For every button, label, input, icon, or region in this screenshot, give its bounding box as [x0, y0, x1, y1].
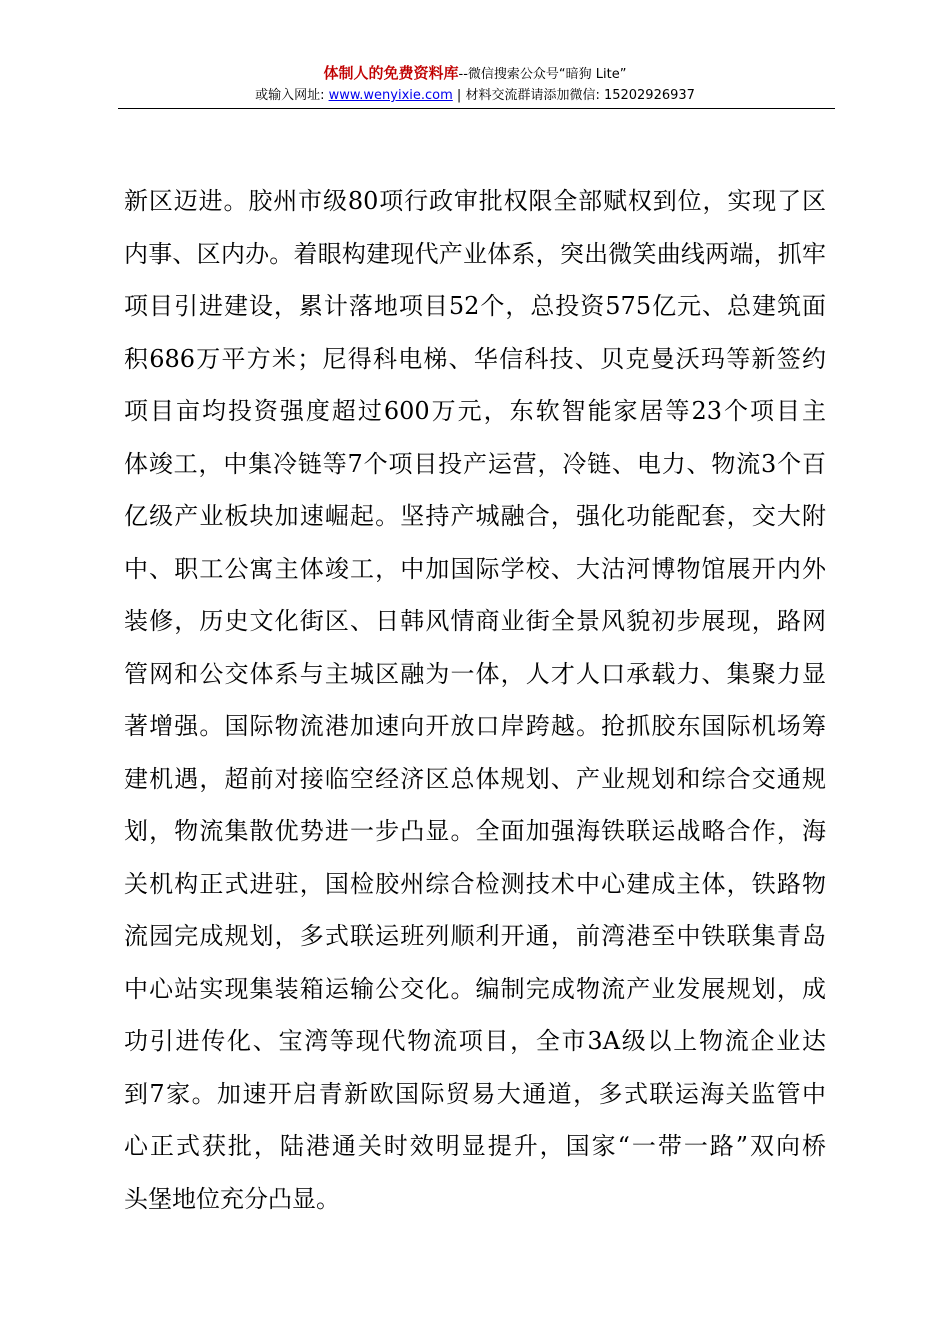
body-line: 装修，历史文化街区、日韩风情商业街全景风貌初步展现，路网 — [124, 607, 826, 635]
header-url-prefix: 或输入网址: — [255, 88, 329, 103]
header-brand-suffix: --微信搜索公众号“暗狗 Lite” — [458, 67, 627, 82]
body-line: 流园完成规划，多式联运班列顺利开通，前湾港至中铁联集青岛 — [124, 922, 826, 950]
body-line: 著增强。国际物流港加速向开放口岸跨越。抢抓胶东国际机场筹 — [124, 712, 826, 740]
body-text — [124, 175, 826, 1225]
header-url-line — [0, 86, 950, 106]
header-url-link[interactable]: www.wenyixie.com — [328, 88, 453, 103]
body-line: 到7家。加速开启青新欧国际贸易大通道，多式联运海关监管中 — [124, 1079, 826, 1108]
body-line: 关机构正式进驻，国检胶州综合检测技术中心建成主体，铁路物 — [124, 869, 826, 898]
body-line: 建机遇，超前对接临空经济区总体规划、产业规划和综合交通规 — [124, 764, 826, 793]
body-line: 划，物流集散优势进一步凸显。全面加强海铁联运战略合作，海 — [124, 817, 826, 845]
header-divider — [118, 108, 835, 109]
body-line: 管网和公交体系与主城区融为一体，人才人口承载力、集聚力显 — [124, 659, 826, 688]
body-line: 亿级产业板块加速崛起。坚持产城融合，强化功能配套，交大附 — [124, 502, 826, 530]
header-brand: 体制人的免费资料库 — [323, 64, 459, 82]
body-line: 项目引进建设，累计落地项目52个，总投资575亿元、总建筑面 — [124, 292, 826, 320]
header-title-line — [0, 62, 950, 86]
body-line: 内事、区内办。着眼构建现代产业体系，突出微笑曲线两端，抓牢 — [124, 239, 826, 268]
body-line: 中心站实现集装箱运输公交化。编制完成物流产业发展规划，成 — [124, 974, 826, 1003]
body-line: 积686万平方米；尼得科电梯、华信科技、贝克曼沃玛等新签约 — [124, 344, 826, 373]
document-header — [0, 62, 950, 106]
header-url-suffix: | 材料交流群请添加微信: 15202926937 — [452, 88, 695, 103]
body-line: 项目亩均投资强度超过600万元，东软智能家居等23个项目主 — [124, 397, 826, 425]
body-line: 新区迈进。胶州市级80项行政审批权限全部赋权到位，实现了区 — [124, 187, 826, 215]
body-line: 心正式获批，陆港通关时效明显提升，国家“一带一路”双向桥 — [124, 1132, 826, 1160]
body-line: 功引进传化、宝湾等现代物流项目，全市3A级以上物流企业达 — [124, 1027, 826, 1055]
body-line: 中、职工公寓主体竣工，中加国际学校、大沽河博物馆展开内外 — [124, 554, 826, 583]
body-line: 体竣工，中集冷链等7个项目投产运营，冷链、电力、物流3个百 — [124, 449, 826, 478]
body-line: 头堡地位充分凸显。 — [124, 1184, 340, 1213]
